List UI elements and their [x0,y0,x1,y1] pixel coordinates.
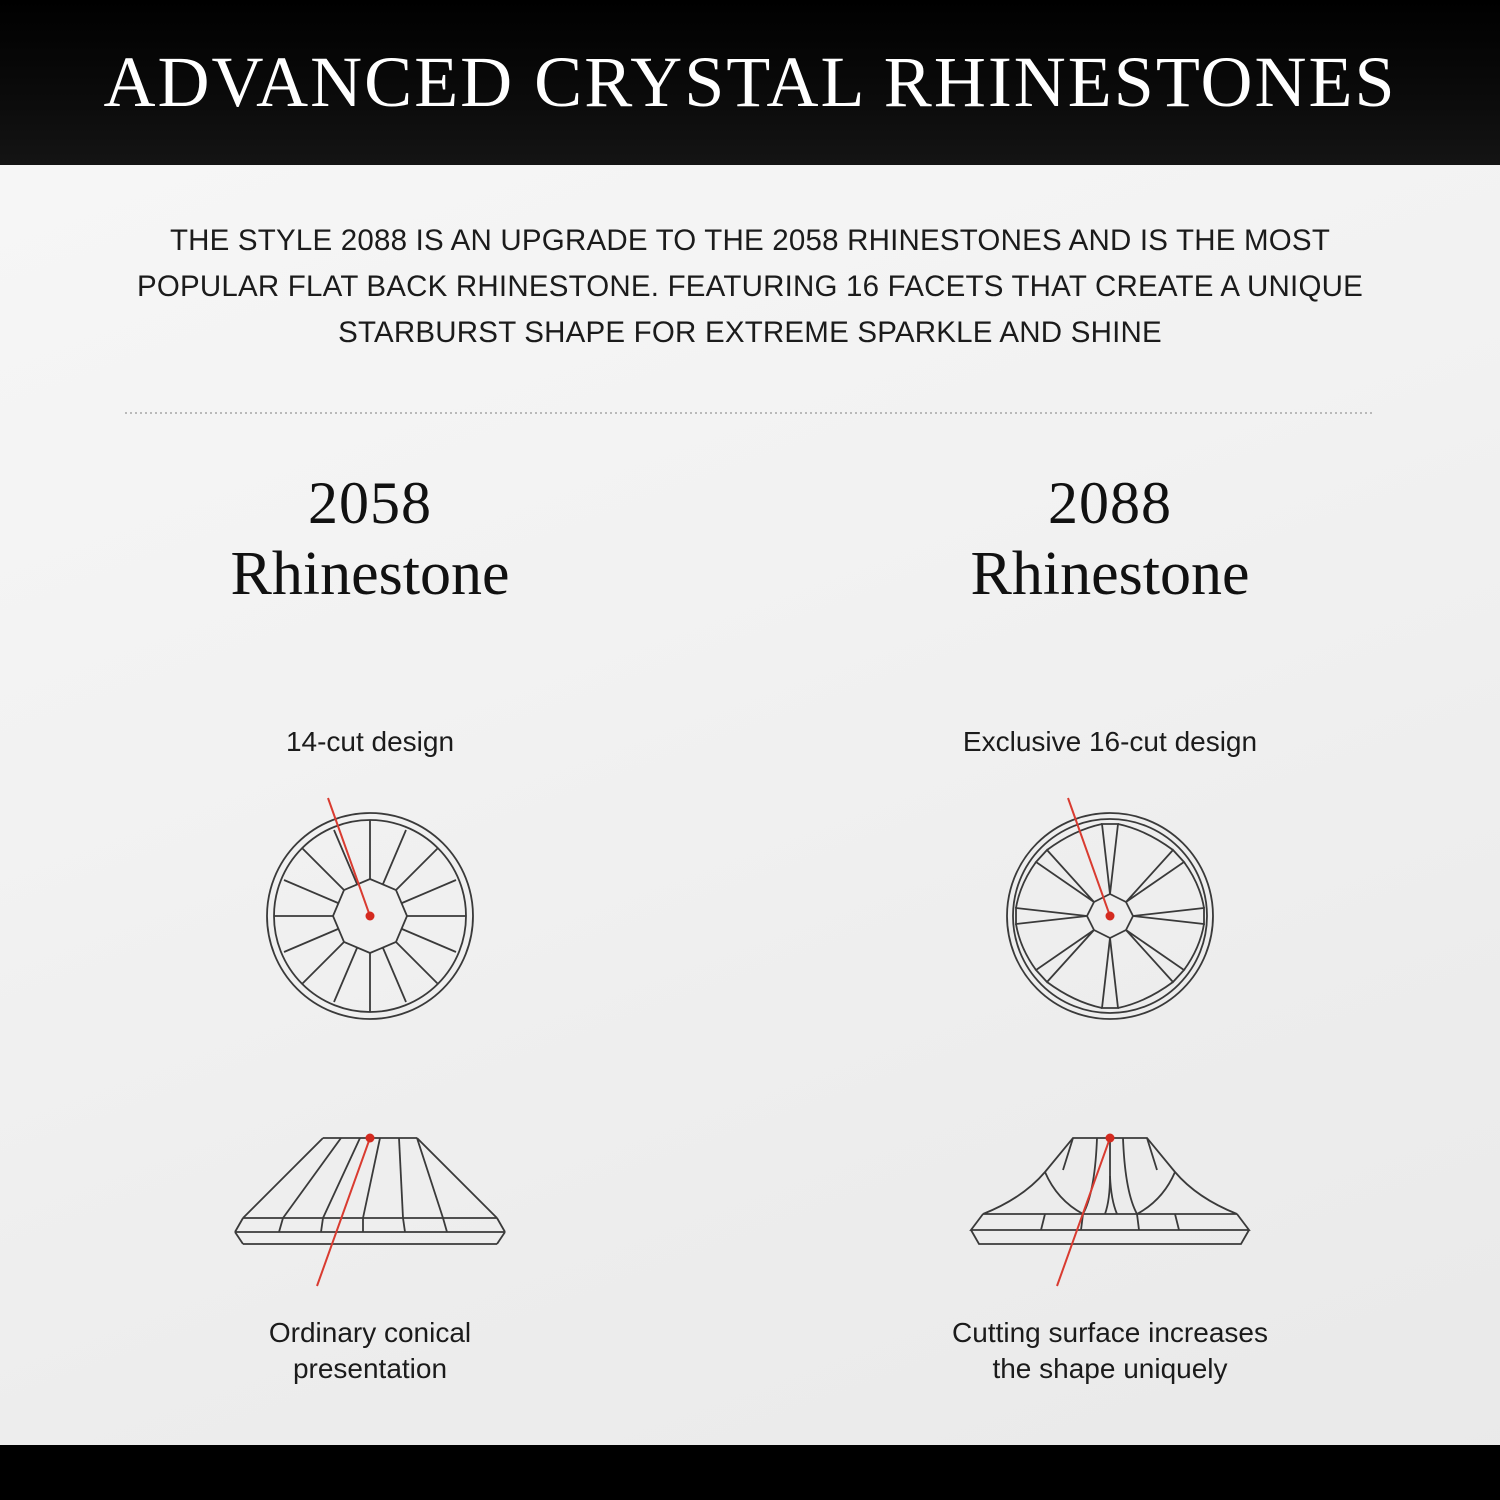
column-2088-number: 2088 [1048,470,1172,536]
figure-2088-side-wrap [760,1114,1460,1299]
caption-2058-bottom [20,1315,720,1387]
rhinestone-2058-top-view [220,776,520,1026]
column-2058-word: Rhinestone [230,540,510,608]
footer-bar [0,1445,1500,1500]
caption-2058-bottom-line1: Ordinary conical [268,1317,472,1348]
caption-2058-bottom-line2: presentation [292,1353,448,1384]
pointer-dot-2058-top [366,912,375,921]
column-2088-word: Rhinestone [970,540,1250,608]
column-2058-number: 2058 [308,470,432,536]
figure-2088-top-wrap [760,776,1460,1026]
column-2058 [20,470,720,1420]
pointer-line-2088-side [1057,1138,1110,1286]
pointer-dot-2088-side [1106,1134,1115,1143]
column-2058-title [20,470,720,612]
caption-2088-bottom [760,1315,1460,1387]
figure-2058-side-wrap [20,1114,720,1299]
pointer-dot-2058-side [366,1134,375,1143]
page-title: ADVANCED CRYSTAL RHINESTONES [103,42,1397,122]
figure-2058-top-wrap [20,776,720,1026]
column-2088-title [760,470,1460,612]
intro-paragraph: THE STYLE 2088 IS AN UPGRADE TO THE 2058 RHINESTONES AND IS THE MOST POPULAR FLAT BACK RHINESTONE. FEATURING 16 FACETS THAT CREATE A UNIQUE STARBURST SHAPE FOR EXTREME SPARKLE AND SHINE [137,224,1363,349]
rhinestone-2088-side-view [945,1114,1275,1299]
caption-2088-bottom-line2: the shape uniquely [992,1353,1228,1384]
caption-2088-top: Exclusive 16-cut design [962,726,1258,757]
caption-2058-top: 14-cut design [285,726,455,757]
pointer-dot-2088-top [1106,912,1115,921]
header-banner [0,0,1500,165]
caption-2088-bottom-line1: Cutting surface increases [952,1317,1268,1348]
column-2088 [760,470,1460,1420]
section-divider [125,412,1375,414]
rhinestone-2088-top-view [960,776,1260,1026]
rhinestone-2058-side-view [205,1114,535,1299]
